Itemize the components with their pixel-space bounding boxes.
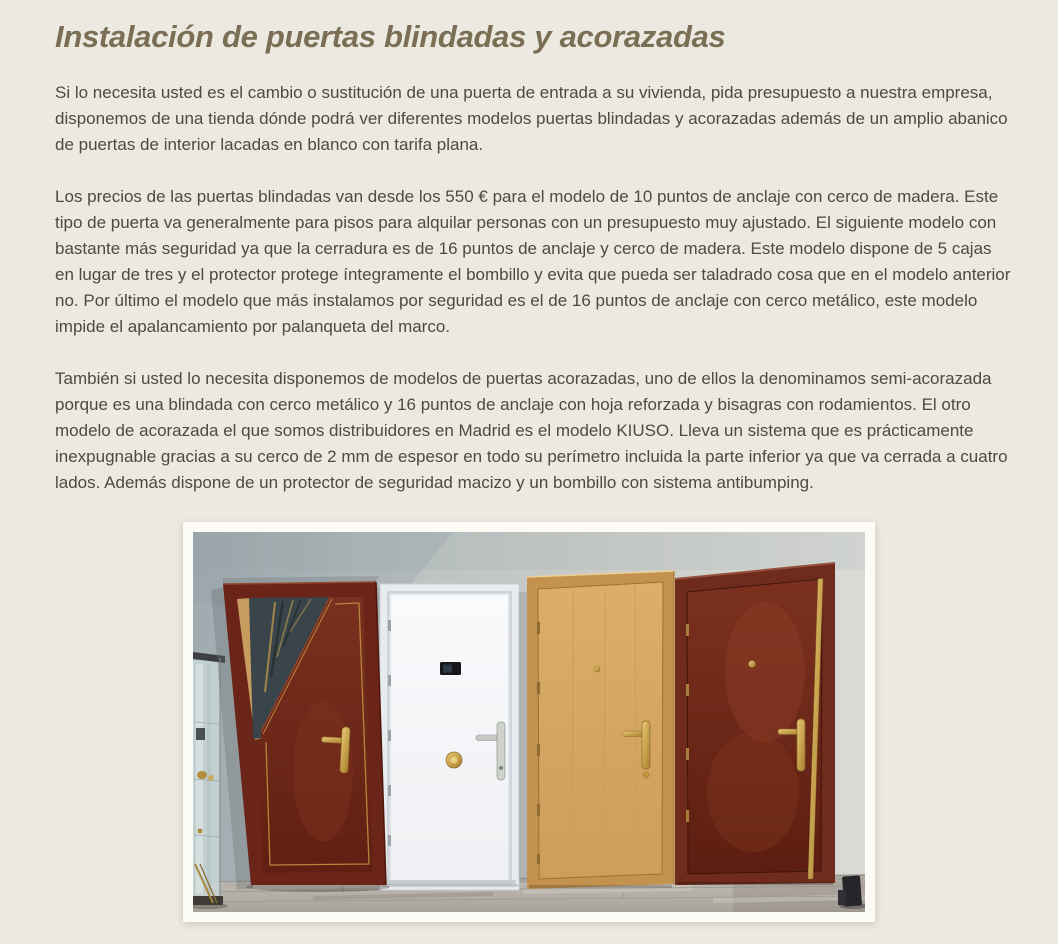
page-title: Instalación de puertas blindadas y acorazadas <box>55 19 726 54</box>
prices-paragraph: Los precios de las puertas blindadas van desde los 550 € para el modelo de 10 puntos de anclaje con cerco de madera. Este tipo de puerta va generalmente para pisos para alquilar personas con un presupuesto muy ajustado. El siguiente modelo con bastante más seguridad ya que la cerradura es de 16 puntos de anclaje y cerco de madera. Este modelo dispone de 5 cajas en lugar de tres y el protector protege íntegramente el bombillo y evita que pueda ser taladrado cosa que en el modelo anterior no. Por último el modelo que más instalamos por seguridad es el de 16 puntos de anclaje con cerco metálico, este modelo impide el apalancamiento por palanqueta del marco. <box>55 187 1011 337</box>
oak-door-peephole <box>594 666 600 672</box>
gold-knob <box>446 752 462 768</box>
doors-showroom-photo <box>183 522 875 922</box>
mahogany-door-peephole <box>749 661 756 668</box>
doors-photo-canvas <box>193 532 865 912</box>
mahogany-door <box>675 563 835 885</box>
armored-models-paragraph: También si usted lo necesita disponemos de modelos de puertas acorazadas, uno de ellos la denominamos semi-acorazada porque es una blindada con cerco metálico y 16 puntos de anclaje con hoja reforzada y bisagras con rodamientos. El otro modelo de acorazada el que somos distribuidores en Madrid es el modelo KIUSO. Lleva un sistema que es prácticamente inexpugnable gracias a su cerco de 2 mm de espesor en todo su perímetro incluida la parte inferior ya que va cerrada a cuatro lados. Además dispone de un protector de seguridad macizo y un bombillo con sistema antibumping. <box>55 369 1008 493</box>
digital-peephole-device <box>440 662 461 675</box>
open-mahogany-door <box>211 576 390 892</box>
photo-section <box>0 522 1058 944</box>
intro-paragraph: Si lo necesita usted es el cambio o sustitución de una puerta de entrada a su vivienda, pida presupuesto a nuestra empresa, disponemos de una tienda dónde podrá ver diferentes modelos puertas blindadas y acorazadas además de un amplio abanico de puertas de interior lacadas en blanco con tarifa plana. <box>55 83 1008 155</box>
oak-door <box>519 571 674 889</box>
white-security-door <box>372 584 519 890</box>
